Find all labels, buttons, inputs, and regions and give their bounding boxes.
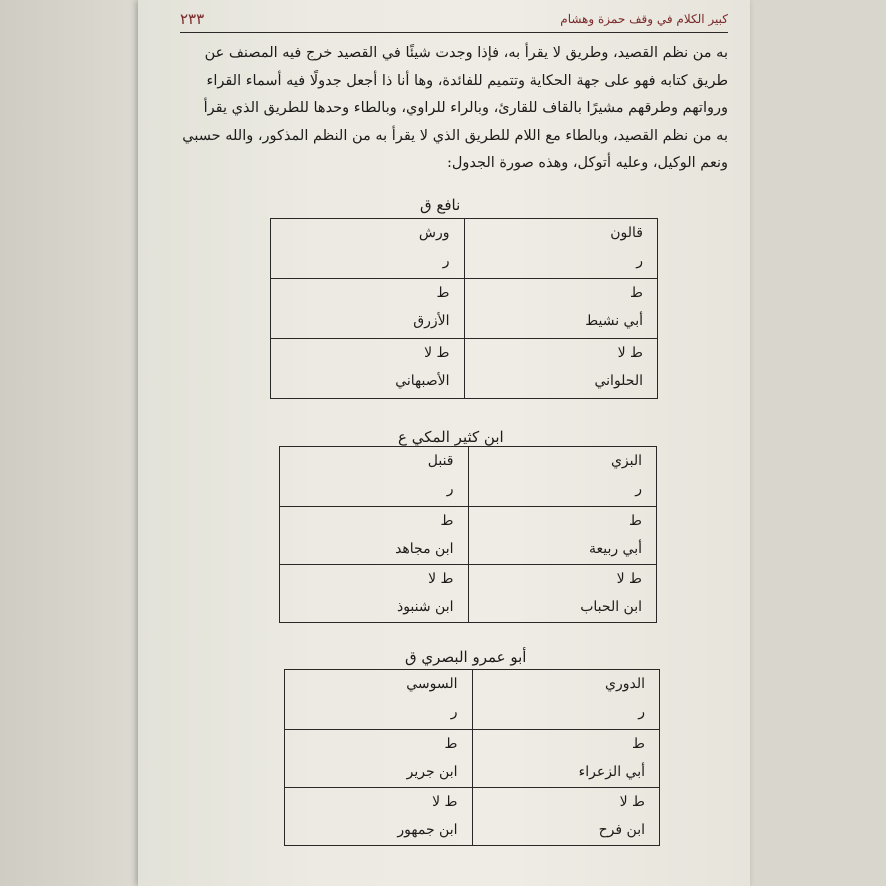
cell-text: الأزرق bbox=[413, 313, 450, 329]
table-cell bbox=[280, 565, 469, 623]
cell-text: ط لا bbox=[432, 794, 458, 810]
cell-text: ر bbox=[446, 481, 454, 497]
table-ibn-kathir bbox=[279, 446, 657, 623]
cell-text: أبي الزعراء bbox=[578, 764, 645, 780]
cell-text: ط bbox=[436, 285, 450, 301]
cell-text: ابن فرح bbox=[598, 822, 645, 838]
table-nafi bbox=[270, 218, 658, 399]
cell-text: ر bbox=[636, 253, 643, 269]
cell-text: ط لا bbox=[616, 571, 642, 587]
table-cell bbox=[285, 788, 473, 846]
book-gutter bbox=[0, 0, 138, 886]
table-cell bbox=[472, 730, 660, 788]
cell-text: ابن شنبوذ bbox=[396, 599, 454, 615]
table-cell bbox=[464, 279, 658, 339]
cell-text: ابن جمهور bbox=[397, 822, 458, 838]
table-cell bbox=[468, 565, 657, 623]
table-row bbox=[285, 730, 660, 788]
table-cell bbox=[468, 507, 657, 565]
table-cell bbox=[285, 670, 473, 730]
table-cell bbox=[472, 788, 660, 846]
page-header bbox=[180, 10, 728, 33]
paragraph-line: به من نظم القصيد، وبالطاء مع اللام للطريق الذي لا يقرأ به من النظم المذكور، والله حسبي bbox=[182, 127, 728, 144]
table-title-nafi: نافع ق bbox=[420, 196, 461, 214]
paragraph-line: به من نظم القصيد، وطريق لا يقرأ به، فإذا وجدت شيئًا في القصيد خرج فيه المصنف عن bbox=[204, 45, 728, 61]
cell-text: ابن الحباب bbox=[580, 599, 642, 615]
cell-text: ورش bbox=[418, 225, 450, 241]
table-cell bbox=[271, 279, 465, 339]
cell-text: ط bbox=[440, 513, 454, 529]
cell-text: قالون bbox=[610, 225, 643, 241]
cell-text: ر bbox=[442, 253, 450, 269]
table-cell bbox=[464, 219, 658, 279]
cell-text: ط bbox=[630, 285, 643, 301]
table-cell bbox=[271, 219, 465, 279]
cell-text: ط لا bbox=[619, 794, 645, 810]
table-row bbox=[271, 339, 658, 399]
cell-text: البزي bbox=[610, 453, 642, 469]
cell-text: ر bbox=[638, 704, 645, 720]
table-row bbox=[285, 670, 660, 730]
table-row bbox=[280, 507, 657, 565]
cell-text: الأصبهاني bbox=[395, 373, 450, 389]
table-cell bbox=[472, 670, 660, 730]
table-title-abu-amr: أبو عمرو البصري ق bbox=[405, 648, 527, 666]
cell-text: أبي نشيط bbox=[585, 313, 643, 329]
table-cell bbox=[280, 507, 469, 565]
running-title: كبير الكلام في وقف حمزة وهشام bbox=[560, 12, 728, 26]
table-row bbox=[271, 279, 658, 339]
cell-text: أبي ربيعة bbox=[588, 541, 642, 557]
cell-text: قنبل bbox=[427, 453, 454, 469]
cell-text: السوسي bbox=[406, 676, 458, 692]
table-row bbox=[271, 219, 658, 279]
cell-text: ابن مجاهد bbox=[395, 541, 454, 557]
table-row bbox=[280, 447, 657, 507]
table-cell bbox=[285, 730, 473, 788]
table-title-ibn-kathir: ابن كثير المكي ع bbox=[398, 428, 504, 446]
cell-text: ط لا bbox=[424, 345, 450, 361]
paragraph-line: ورواتهم وطرقهم مشيرًا بالقاف للقارئ، وبالراء للراوي، وبالطاء وحدها للطريق الذي يقرأ bbox=[203, 100, 728, 116]
table-abu-amr bbox=[284, 669, 660, 846]
cell-text: ر bbox=[635, 481, 642, 497]
table-cell bbox=[464, 339, 658, 399]
cell-text: ط لا bbox=[617, 345, 643, 361]
paragraph-line: ونعم الوكيل، وعليه أتوكل، وهذه صورة الجدول: bbox=[446, 155, 728, 171]
cell-text: ط bbox=[444, 736, 458, 752]
cell-text: ط bbox=[632, 736, 645, 752]
paragraph-line: طريق كتابه فهو على جهة الحكاية وتتميم للفائدة، وها أنا ذا أجعل جدولًا فيه أسماء القراء bbox=[206, 72, 728, 89]
table-cell bbox=[271, 339, 465, 399]
table-row bbox=[280, 565, 657, 623]
cell-text: ر bbox=[450, 704, 458, 720]
body-paragraph bbox=[180, 40, 728, 178]
table-cell bbox=[468, 447, 657, 507]
cell-text: ط bbox=[629, 513, 642, 529]
cell-text: ابن جرير bbox=[406, 764, 458, 780]
page-number: ٢٣٣ bbox=[180, 10, 205, 28]
cell-text: الحلواني bbox=[594, 373, 643, 389]
cell-text: الدوري bbox=[605, 676, 645, 692]
table-cell bbox=[280, 447, 469, 507]
cell-text: ط لا bbox=[428, 571, 454, 587]
table-row bbox=[285, 788, 660, 846]
